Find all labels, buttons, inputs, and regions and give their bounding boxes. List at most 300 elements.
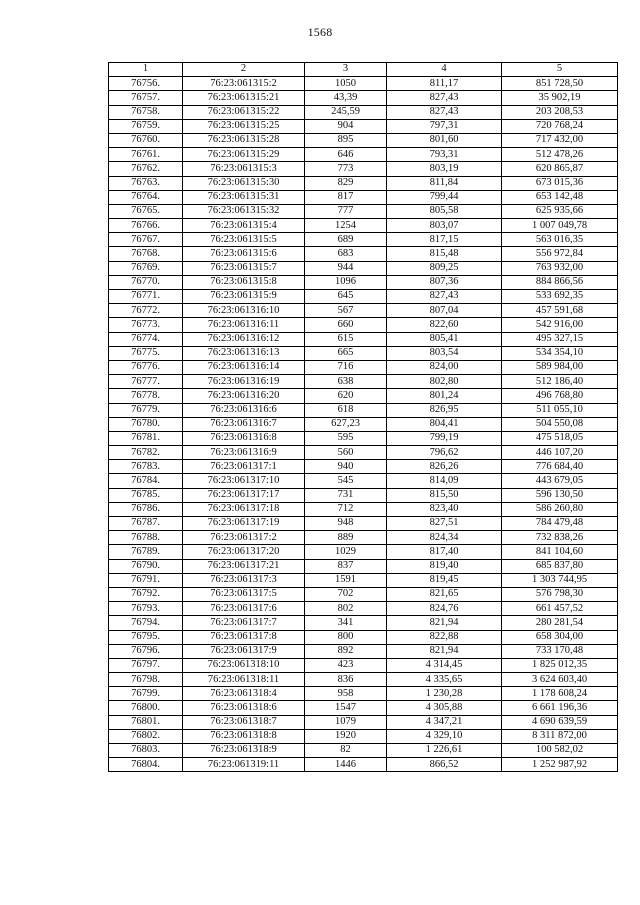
table-row bbox=[109, 559, 618, 573]
area-cell: 560 bbox=[305, 446, 387, 460]
row-number-cell: 76799. bbox=[109, 687, 183, 701]
cadastral-number-cell: 76:23:061315:2 bbox=[183, 77, 305, 91]
specific-value-cell: 805,58 bbox=[387, 204, 502, 218]
specific-value-cell: 822,60 bbox=[387, 318, 502, 332]
row-number-cell: 76771. bbox=[109, 290, 183, 304]
cadastral-number-cell: 76:23:061315:7 bbox=[183, 261, 305, 275]
cadastral-value-cell: 658 304,00 bbox=[502, 630, 618, 644]
row-number-cell: 76774. bbox=[109, 332, 183, 346]
row-number-cell: 76769. bbox=[109, 261, 183, 275]
specific-value-cell: 823,40 bbox=[387, 502, 502, 516]
row-number-cell: 76768. bbox=[109, 247, 183, 261]
cadastral-value-cell: 457 591,68 bbox=[502, 304, 618, 318]
row-number-cell: 76787. bbox=[109, 517, 183, 531]
row-number-cell: 76784. bbox=[109, 474, 183, 488]
area-cell: 895 bbox=[305, 133, 387, 147]
cadastral-number-cell: 76:23:061315:4 bbox=[183, 219, 305, 233]
area-cell: 1029 bbox=[305, 545, 387, 559]
table-row bbox=[109, 318, 618, 332]
specific-value-cell: 811,17 bbox=[387, 77, 502, 91]
area-cell: 1446 bbox=[305, 758, 387, 772]
area-cell: 43,39 bbox=[305, 91, 387, 105]
row-number-cell: 76794. bbox=[109, 616, 183, 630]
cadastral-number-cell: 76:23:061316:14 bbox=[183, 360, 305, 374]
specific-value-cell: 4 314,45 bbox=[387, 658, 502, 672]
specific-value-cell: 803,07 bbox=[387, 219, 502, 233]
cadastral-value-cell: 625 935,66 bbox=[502, 204, 618, 218]
area-cell: 829 bbox=[305, 176, 387, 190]
table-row bbox=[109, 502, 618, 516]
table-row bbox=[109, 431, 618, 445]
row-number-cell: 76776. bbox=[109, 360, 183, 374]
table-row bbox=[109, 744, 618, 758]
cadastral-value-cell: 511 055,10 bbox=[502, 403, 618, 417]
area-cell: 702 bbox=[305, 587, 387, 601]
cadastral-number-cell: 76:23:061316:13 bbox=[183, 346, 305, 360]
table-row bbox=[109, 573, 618, 587]
table-row bbox=[109, 602, 618, 616]
cadastral-value-cell: 661 457,52 bbox=[502, 602, 618, 616]
cadastral-number-cell: 76:23:061316:9 bbox=[183, 446, 305, 460]
cadastral-number-cell: 76:23:061317:8 bbox=[183, 630, 305, 644]
table-row bbox=[109, 77, 618, 91]
row-number-cell: 76797. bbox=[109, 658, 183, 672]
area-cell: 646 bbox=[305, 148, 387, 162]
area-cell: 958 bbox=[305, 687, 387, 701]
specific-value-cell: 4 305,88 bbox=[387, 701, 502, 715]
cadastral-number-cell: 76:23:061317:17 bbox=[183, 488, 305, 502]
specific-value-cell: 827,51 bbox=[387, 517, 502, 531]
area-cell: 940 bbox=[305, 460, 387, 474]
cadastral-number-cell: 76:23:061317:18 bbox=[183, 502, 305, 516]
area-cell: 837 bbox=[305, 559, 387, 573]
cadastral-number-cell: 76:23:061315:28 bbox=[183, 133, 305, 147]
cadastral-value-cell: 776 684,40 bbox=[502, 460, 618, 474]
table-row bbox=[109, 219, 618, 233]
cadastral-number-cell: 76:23:061316:19 bbox=[183, 375, 305, 389]
row-number-cell: 76791. bbox=[109, 573, 183, 587]
row-number-cell: 76782. bbox=[109, 446, 183, 460]
cadastral-value-cell: 8 311 872,00 bbox=[502, 729, 618, 743]
area-cell: 836 bbox=[305, 673, 387, 687]
specific-value-cell: 801,60 bbox=[387, 133, 502, 147]
area-cell: 689 bbox=[305, 233, 387, 247]
specific-value-cell: 824,34 bbox=[387, 531, 502, 545]
table-body bbox=[109, 77, 618, 772]
cadastral-value-cell: 589 984,00 bbox=[502, 360, 618, 374]
row-number-cell: 76759. bbox=[109, 119, 183, 133]
cadastral-value-cell: 884 866,56 bbox=[502, 275, 618, 289]
specific-value-cell: 1 230,28 bbox=[387, 687, 502, 701]
cadastral-number-cell: 76:23:061315:3 bbox=[183, 162, 305, 176]
cadastral-number-cell: 76:23:061315:30 bbox=[183, 176, 305, 190]
cadastral-value-cell: 1 825 012,35 bbox=[502, 658, 618, 672]
row-number-cell: 76790. bbox=[109, 559, 183, 573]
row-number-cell: 76786. bbox=[109, 502, 183, 516]
specific-value-cell: 821,94 bbox=[387, 616, 502, 630]
specific-value-cell: 807,36 bbox=[387, 275, 502, 289]
table-row bbox=[109, 587, 618, 601]
cadastral-value-cell: 504 550,08 bbox=[502, 417, 618, 431]
row-number-cell: 76793. bbox=[109, 602, 183, 616]
cadastral-number-cell: 76:23:061316:11 bbox=[183, 318, 305, 332]
cadastral-value-cell: 3 624 603,40 bbox=[502, 673, 618, 687]
cadastral-number-cell: 76:23:061317:20 bbox=[183, 545, 305, 559]
cadastral-number-cell: 76:23:061318:9 bbox=[183, 744, 305, 758]
cadastral-number-cell: 76:23:061316:7 bbox=[183, 417, 305, 431]
specific-value-cell: 805,41 bbox=[387, 332, 502, 346]
row-number-cell: 76758. bbox=[109, 105, 183, 119]
table-row bbox=[109, 91, 618, 105]
area-cell: 800 bbox=[305, 630, 387, 644]
row-number-cell: 76757. bbox=[109, 91, 183, 105]
specific-value-cell: 801,24 bbox=[387, 389, 502, 403]
row-number-cell: 76798. bbox=[109, 673, 183, 687]
cadastral-number-cell: 76:23:061317:10 bbox=[183, 474, 305, 488]
table-row bbox=[109, 517, 618, 531]
cadastral-number-cell: 76:23:061318:11 bbox=[183, 673, 305, 687]
cadastral-value-cell: 475 518,05 bbox=[502, 431, 618, 445]
cadastral-number-cell: 76:23:061317:5 bbox=[183, 587, 305, 601]
table-row bbox=[109, 105, 618, 119]
row-number-cell: 76803. bbox=[109, 744, 183, 758]
row-number-cell: 76763. bbox=[109, 176, 183, 190]
specific-value-cell: 799,44 bbox=[387, 190, 502, 204]
row-number-cell: 76795. bbox=[109, 630, 183, 644]
row-number-cell: 76770. bbox=[109, 275, 183, 289]
specific-value-cell: 807,04 bbox=[387, 304, 502, 318]
area-cell: 1920 bbox=[305, 729, 387, 743]
table-row bbox=[109, 658, 618, 672]
table-row bbox=[109, 360, 618, 374]
area-cell: 904 bbox=[305, 119, 387, 133]
area-cell: 1079 bbox=[305, 715, 387, 729]
cadastral-value-cell: 841 104,60 bbox=[502, 545, 618, 559]
row-number-cell: 76778. bbox=[109, 389, 183, 403]
area-cell: 1050 bbox=[305, 77, 387, 91]
cadastral-number-cell: 76:23:061318:8 bbox=[183, 729, 305, 743]
area-cell: 645 bbox=[305, 290, 387, 304]
specific-value-cell: 819,45 bbox=[387, 573, 502, 587]
cadastral-value-cell: 534 354,10 bbox=[502, 346, 618, 360]
row-number-cell: 76773. bbox=[109, 318, 183, 332]
specific-value-cell: 799,19 bbox=[387, 431, 502, 445]
cadastral-number-cell: 76:23:061316:20 bbox=[183, 389, 305, 403]
cadastral-value-cell: 35 902,19 bbox=[502, 91, 618, 105]
specific-value-cell: 796,62 bbox=[387, 446, 502, 460]
area-cell: 245,59 bbox=[305, 105, 387, 119]
specific-value-cell: 822,88 bbox=[387, 630, 502, 644]
cadastral-number-cell: 76:23:061315:5 bbox=[183, 233, 305, 247]
table-row bbox=[109, 630, 618, 644]
table-row bbox=[109, 417, 618, 431]
table-row bbox=[109, 545, 618, 559]
specific-value-cell: 802,80 bbox=[387, 375, 502, 389]
cadastral-number-cell: 76:23:061315:29 bbox=[183, 148, 305, 162]
specific-value-cell: 803,19 bbox=[387, 162, 502, 176]
cadastral-number-cell: 76:23:061317:2 bbox=[183, 531, 305, 545]
page-number: 1568 bbox=[307, 25, 333, 39]
cadastral-value-cell: 763 932,00 bbox=[502, 261, 618, 275]
specific-value-cell: 797,31 bbox=[387, 119, 502, 133]
row-number-cell: 76777. bbox=[109, 375, 183, 389]
cadastral-value-cell: 542 916,00 bbox=[502, 318, 618, 332]
table-row bbox=[109, 729, 618, 743]
cadastral-number-cell: 76:23:061315:22 bbox=[183, 105, 305, 119]
cadastral-number-cell: 76:23:061317:7 bbox=[183, 616, 305, 630]
specific-value-cell: 814,09 bbox=[387, 474, 502, 488]
table-row bbox=[109, 446, 618, 460]
table-row bbox=[109, 403, 618, 417]
specific-value-cell: 804,41 bbox=[387, 417, 502, 431]
specific-value-cell: 827,43 bbox=[387, 105, 502, 119]
cadastral-number-cell: 76:23:061315:9 bbox=[183, 290, 305, 304]
table-row bbox=[109, 304, 618, 318]
cadastral-value-cell: 512 186,40 bbox=[502, 375, 618, 389]
row-number-cell: 76766. bbox=[109, 219, 183, 233]
cadastral-number-cell: 76:23:061317:6 bbox=[183, 602, 305, 616]
cadastral-value-cell: 533 692,35 bbox=[502, 290, 618, 304]
cadastral-value-cell: 4 690 639,59 bbox=[502, 715, 618, 729]
area-cell: 716 bbox=[305, 360, 387, 374]
cadastral-number-cell: 76:23:061316:8 bbox=[183, 431, 305, 445]
area-cell: 665 bbox=[305, 346, 387, 360]
cadastral-number-cell: 76:23:061315:31 bbox=[183, 190, 305, 204]
table-row bbox=[109, 247, 618, 261]
cadastral-value-cell: 717 432,00 bbox=[502, 133, 618, 147]
cadastral-number-cell: 76:23:061315:21 bbox=[183, 91, 305, 105]
cadastral-value-cell: 1 303 744,95 bbox=[502, 573, 618, 587]
row-number-cell: 76804. bbox=[109, 758, 183, 772]
row-number-cell: 76765. bbox=[109, 204, 183, 218]
table-row bbox=[109, 375, 618, 389]
specific-value-cell: 826,95 bbox=[387, 403, 502, 417]
cadastral-value-cell: 732 838,26 bbox=[502, 531, 618, 545]
specific-value-cell: 827,43 bbox=[387, 91, 502, 105]
cadastral-number-cell: 76:23:061318:4 bbox=[183, 687, 305, 701]
cadastral-value-cell: 596 130,50 bbox=[502, 488, 618, 502]
table-row bbox=[109, 758, 618, 772]
specific-value-cell: 826,26 bbox=[387, 460, 502, 474]
area-cell: 1547 bbox=[305, 701, 387, 715]
area-cell: 683 bbox=[305, 247, 387, 261]
cadastral-number-cell: 76:23:061318:7 bbox=[183, 715, 305, 729]
specific-value-cell: 827,43 bbox=[387, 290, 502, 304]
area-cell: 660 bbox=[305, 318, 387, 332]
specific-value-cell: 824,00 bbox=[387, 360, 502, 374]
area-cell: 944 bbox=[305, 261, 387, 275]
cadastral-value-cell: 556 972,84 bbox=[502, 247, 618, 261]
cadastral-value-cell: 1 007 049,78 bbox=[502, 219, 618, 233]
header-row bbox=[109, 63, 618, 77]
area-cell: 82 bbox=[305, 744, 387, 758]
specific-value-cell: 4 329,10 bbox=[387, 729, 502, 743]
cadastral-number-cell: 76:23:061316:10 bbox=[183, 304, 305, 318]
specific-value-cell: 803,54 bbox=[387, 346, 502, 360]
table-row bbox=[109, 673, 618, 687]
table-row bbox=[109, 133, 618, 147]
row-number-cell: 76802. bbox=[109, 729, 183, 743]
area-cell: 341 bbox=[305, 616, 387, 630]
specific-value-cell: 815,50 bbox=[387, 488, 502, 502]
cadastral-number-cell: 76:23:061315:25 bbox=[183, 119, 305, 133]
cadastral-value-cell: 576 798,30 bbox=[502, 587, 618, 601]
cadastral-value-cell: 673 015,36 bbox=[502, 176, 618, 190]
specific-value-cell: 811,84 bbox=[387, 176, 502, 190]
table-row bbox=[109, 389, 618, 403]
cadastral-value-cell: 685 837,80 bbox=[502, 559, 618, 573]
area-cell: 620 bbox=[305, 389, 387, 403]
cadastral-number-cell: 76:23:061315:6 bbox=[183, 247, 305, 261]
area-cell: 817 bbox=[305, 190, 387, 204]
cadastral-number-cell: 76:23:061317:21 bbox=[183, 559, 305, 573]
cadastral-number-cell: 76:23:061318:6 bbox=[183, 701, 305, 715]
cadastral-value-cell: 100 582,02 bbox=[502, 744, 618, 758]
row-number-cell: 76760. bbox=[109, 133, 183, 147]
cadastral-value-cell: 586 260,80 bbox=[502, 502, 618, 516]
table-row bbox=[109, 715, 618, 729]
cadastral-value-cell: 6 661 196,36 bbox=[502, 701, 618, 715]
cadastral-number-cell: 76:23:061317:9 bbox=[183, 644, 305, 658]
cadastral-number-cell: 76:23:061316:6 bbox=[183, 403, 305, 417]
cadastral-value-cell: 653 142,48 bbox=[502, 190, 618, 204]
row-number-cell: 76756. bbox=[109, 77, 183, 91]
table-row bbox=[109, 616, 618, 630]
table-row bbox=[109, 460, 618, 474]
area-cell: 892 bbox=[305, 644, 387, 658]
column-header-4: 4 bbox=[387, 63, 502, 77]
area-cell: 712 bbox=[305, 502, 387, 516]
row-number-cell: 76772. bbox=[109, 304, 183, 318]
row-number-cell: 76783. bbox=[109, 460, 183, 474]
cadastral-number-cell: 76:23:061317:19 bbox=[183, 517, 305, 531]
table-row bbox=[109, 162, 618, 176]
cadastral-number-cell: 76:23:061319:11 bbox=[183, 758, 305, 772]
area-cell: 1254 bbox=[305, 219, 387, 233]
area-cell: 423 bbox=[305, 658, 387, 672]
area-cell: 567 bbox=[305, 304, 387, 318]
cadastral-value-cell: 733 170,48 bbox=[502, 644, 618, 658]
specific-value-cell: 4 347,21 bbox=[387, 715, 502, 729]
cadastral-number-cell: 76:23:061315:32 bbox=[183, 204, 305, 218]
cadastral-number-cell: 76:23:061317:3 bbox=[183, 573, 305, 587]
row-number-cell: 76785. bbox=[109, 488, 183, 502]
area-cell: 773 bbox=[305, 162, 387, 176]
column-header-2: 2 bbox=[183, 63, 305, 77]
specific-value-cell: 809,25 bbox=[387, 261, 502, 275]
area-cell: 627,23 bbox=[305, 417, 387, 431]
table-row bbox=[109, 176, 618, 190]
specific-value-cell: 815,48 bbox=[387, 247, 502, 261]
cadastral-value-cell: 512 478,26 bbox=[502, 148, 618, 162]
specific-value-cell: 821,94 bbox=[387, 644, 502, 658]
cadastral-value-cell: 620 865,87 bbox=[502, 162, 618, 176]
area-cell: 618 bbox=[305, 403, 387, 417]
cadastral-value-cell: 1 252 987,92 bbox=[502, 758, 618, 772]
table-row bbox=[109, 190, 618, 204]
area-cell: 1591 bbox=[305, 573, 387, 587]
area-cell: 638 bbox=[305, 375, 387, 389]
specific-value-cell: 819,40 bbox=[387, 559, 502, 573]
table-row bbox=[109, 531, 618, 545]
table-row bbox=[109, 346, 618, 360]
table-row bbox=[109, 233, 618, 247]
table-row bbox=[109, 687, 618, 701]
specific-value-cell: 817,15 bbox=[387, 233, 502, 247]
table-row bbox=[109, 701, 618, 715]
row-number-cell: 76775. bbox=[109, 346, 183, 360]
specific-value-cell: 824,76 bbox=[387, 602, 502, 616]
cadastral-value-cell: 495 327,15 bbox=[502, 332, 618, 346]
row-number-cell: 76780. bbox=[109, 417, 183, 431]
cadastral-value-cell: 446 107,20 bbox=[502, 446, 618, 460]
specific-value-cell: 793,31 bbox=[387, 148, 502, 162]
column-header-5: 5 bbox=[502, 63, 618, 77]
table-row bbox=[109, 644, 618, 658]
column-header-3: 3 bbox=[305, 63, 387, 77]
row-number-cell: 76800. bbox=[109, 701, 183, 715]
table-row bbox=[109, 488, 618, 502]
row-number-cell: 76781. bbox=[109, 431, 183, 445]
specific-value-cell: 4 335,65 bbox=[387, 673, 502, 687]
cadastral-value-cell: 1 178 608,24 bbox=[502, 687, 618, 701]
cadastral-number-cell: 76:23:061315:8 bbox=[183, 275, 305, 289]
area-cell: 889 bbox=[305, 531, 387, 545]
row-number-cell: 76796. bbox=[109, 644, 183, 658]
data-table bbox=[108, 62, 618, 772]
table-row bbox=[109, 119, 618, 133]
area-cell: 595 bbox=[305, 431, 387, 445]
row-number-cell: 76801. bbox=[109, 715, 183, 729]
cadastral-number-cell: 76:23:061316:12 bbox=[183, 332, 305, 346]
cadastral-value-cell: 563 016,35 bbox=[502, 233, 618, 247]
table-row bbox=[109, 474, 618, 488]
specific-value-cell: 817,40 bbox=[387, 545, 502, 559]
column-header-1: 1 bbox=[109, 63, 183, 77]
cadastral-number-cell: 76:23:061317:1 bbox=[183, 460, 305, 474]
cadastral-value-cell: 496 768,80 bbox=[502, 389, 618, 403]
row-number-cell: 76792. bbox=[109, 587, 183, 601]
table-row bbox=[109, 261, 618, 275]
area-cell: 731 bbox=[305, 488, 387, 502]
cadastral-value-cell: 280 281,54 bbox=[502, 616, 618, 630]
row-number-cell: 76789. bbox=[109, 545, 183, 559]
cadastral-value-cell: 203 208,53 bbox=[502, 105, 618, 119]
area-cell: 802 bbox=[305, 602, 387, 616]
cadastral-value-cell: 851 728,50 bbox=[502, 77, 618, 91]
specific-value-cell: 821,65 bbox=[387, 587, 502, 601]
cadastral-value-cell: 784 479,48 bbox=[502, 517, 618, 531]
cadastral-value-table bbox=[108, 62, 617, 772]
row-number-cell: 76767. bbox=[109, 233, 183, 247]
row-number-cell: 76761. bbox=[109, 148, 183, 162]
area-cell: 615 bbox=[305, 332, 387, 346]
table-row bbox=[109, 148, 618, 162]
area-cell: 948 bbox=[305, 517, 387, 531]
table-row bbox=[109, 332, 618, 346]
table-row bbox=[109, 204, 618, 218]
row-number-cell: 76762. bbox=[109, 162, 183, 176]
area-cell: 545 bbox=[305, 474, 387, 488]
row-number-cell: 76764. bbox=[109, 190, 183, 204]
row-number-cell: 76788. bbox=[109, 531, 183, 545]
table-row bbox=[109, 275, 618, 289]
cadastral-value-cell: 443 679,05 bbox=[502, 474, 618, 488]
row-number-cell: 76779. bbox=[109, 403, 183, 417]
specific-value-cell: 866,52 bbox=[387, 758, 502, 772]
area-cell: 1096 bbox=[305, 275, 387, 289]
table-row bbox=[109, 290, 618, 304]
